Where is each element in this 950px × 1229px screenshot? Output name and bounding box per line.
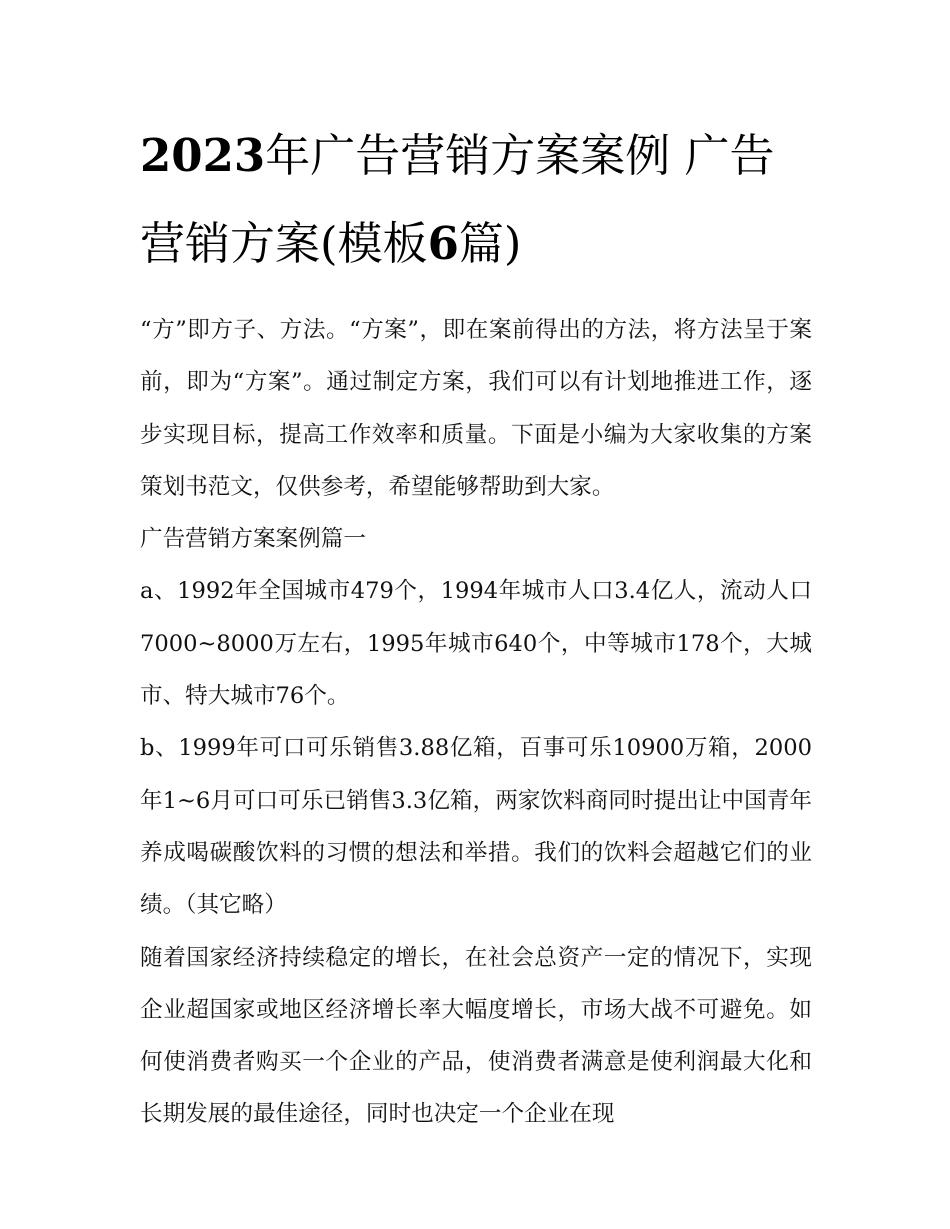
title-tail: 篇) [458, 217, 522, 270]
title-count: 6 [427, 217, 459, 270]
paragraph-b: b、1999年可口可乐销售3.88亿箱，百事可乐10900万箱，2000年1~6月可口可乐已销售3.3亿箱，两家饮料商同时提出让中国青年养成喝碳酸饮料的习惯的想法和举措。我们的饮料会超越它们的业绩。（其它略） [140, 735, 812, 919]
title-main: 年广告营销方案案例 广告营销方案(模板 [140, 129, 775, 270]
paragraph-a: a、1992年全国城市479个，1994年城市人口3.4亿人，流动人口7000~8000万左右，1995年城市640个，中等城市178个，大城市、特大城市76个。 [140, 578, 812, 710]
paragraph-economy: 随着国家经济持续稳定的增长，在社会总资产一定的情况下，实现企业超国家或地区经济增长率大幅度增长，市场大战不可避免。如何使消费者购买一个企业的产品，使消费者满意是使利润最大化和长期发展的最佳途径，同时也决定一个企业在现 [140, 944, 812, 1128]
document-title [140, 112, 812, 288]
section-heading: 广告营销方案案例篇一 [140, 526, 366, 553]
title-year: 2023 [140, 129, 266, 182]
document-page [140, 112, 812, 1141]
intro-paragraph: “方”即方子、方法。“方案”，即在案前得出的方法，将方法呈于案前，即为“方案”。通过制定方案，我们可以有计划地推进工作，逐步实现目标，提高工作效率和质量。下面是小编为大家收集的方案策划书范文，仅供参考，希望能够帮助到大家。 [140, 317, 812, 500]
